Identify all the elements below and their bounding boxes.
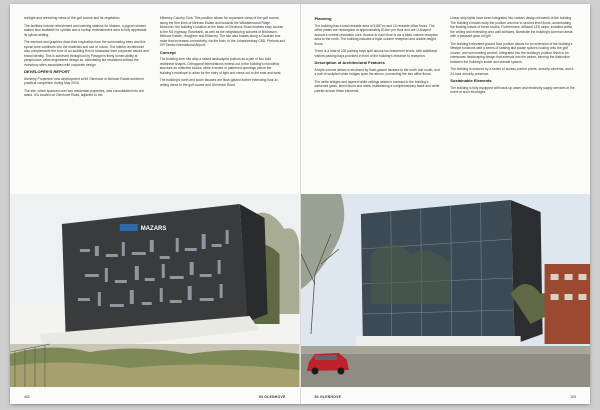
body-paragraph: The building's north and south facades are flush-glazed further extending floor-to-ceiling views to the golf course and Glenhove Road. bbox=[159, 78, 279, 87]
body-paragraph: The building is secured by a series of access-control points, security cameras, and a 24-hour security presence. bbox=[450, 67, 574, 76]
building-entrance-photo-illustration bbox=[301, 194, 591, 387]
right-section-label: 54 GLENHOVE bbox=[314, 395, 342, 399]
right-page-number: 103 bbox=[570, 395, 576, 399]
building-entrance-photo bbox=[301, 194, 591, 387]
section-heading: Description of Architectural Features bbox=[314, 60, 385, 65]
section-heading: Planning bbox=[314, 16, 332, 21]
body-paragraph: Linear strip lights have been integrated into various design elements of the building. The building's blocks wrap the podium and rise to second level floors, accentuating the floating nature of these blocks. Furthermore, diffused LED strips, installed within the ceiling and extending onto wall surfaces, illuminate the building's common areas with a pleasant glow of light. bbox=[450, 16, 573, 38]
body-paragraph: There is a total of 226 parking bays split across two basement levels, with additional visitors parking bays provided in front of the building's entrance to reception. bbox=[314, 49, 437, 58]
left-text-columns bbox=[24, 16, 286, 101]
body-paragraph: The interiors and graphics draw their inspiration from the surrounding trees and this sylvan tone continues into the materials and use of colour. The interior architecture also complements the tone of an auditing firm to showcase their corporate values and brand identity. This is achieved throughout by Paragon's finely honed ability at perspicuous value-engineered design so, stimulating but restrained without the monotony often associated with corporate design. bbox=[24, 40, 149, 67]
body-paragraph: The building's elevated ground floor podium allows for an extension of the building's lifestyle functions with a series of seating and pause spaces looking onto the golf course, and surrounding context. Integrated into the building's podium finish is an interwoven landscaping design that extends into the atrium, blurring the distinction between the building's inside and outside spaces. bbox=[450, 41, 573, 64]
left-column-2 bbox=[160, 16, 286, 101]
body-paragraph: Alchemy Properties' new development at 54 Glenhove in Melrose Estate achieved practical completion during May 2018. bbox=[24, 76, 144, 85]
left-page bbox=[10, 4, 301, 404]
left-footer bbox=[24, 395, 286, 399]
body-paragraph: The white bridges and layered white ceilings assist in contrast to the building's darkened glass, timed floors and walls, establishing a complementary black and white palette across these elements. bbox=[314, 79, 440, 93]
body-paragraph: sunlight and refreshing views of the golf course and its vegetation. bbox=[24, 16, 121, 20]
section-heading: Concept bbox=[159, 49, 176, 55]
body-paragraph: The facilities include refreshment and catering stations for Makers, a pigeon shower station also available for cyclists and a rooftop entertainment area to fully appreciate its sylvan setting. bbox=[24, 23, 147, 37]
body-paragraph: A triple-volume atrium is enclosed by flush-glazed facades to the north and south, and a pair of sculpted white bridges span the atrium, connecting the two office floors. bbox=[314, 67, 440, 76]
right-text-columns bbox=[315, 16, 577, 98]
section-heading: Sustainable Elements bbox=[450, 78, 492, 83]
right-column-2 bbox=[450, 16, 576, 98]
section-heading: DEVELOPER'S REPORT bbox=[24, 69, 70, 74]
body-paragraph: The building form sits atop a raised landscaped podium as a pair of two bold rectilinear shapes. Orthogonal fenestrations extend out of the building's monolithic structure as reflective blocks, while a series of patterned openings pierce the building's envelope to allow for the entry of light and views out to the east and west. bbox=[159, 57, 282, 75]
body-paragraph: The building is fully equipped with back-up water and electricity supply services in the event of such shortages. bbox=[450, 85, 575, 94]
right-page bbox=[301, 4, 591, 404]
signage-text: MAZARS bbox=[140, 225, 167, 233]
left-section-label: 54 GLENHOVE bbox=[258, 395, 286, 399]
left-page-number: 402 bbox=[24, 395, 30, 399]
left-column-1 bbox=[24, 16, 150, 101]
building-photo bbox=[10, 194, 300, 387]
body-paragraph: The site, which spanned over two residential properties, was consolidated into one stand. It is located on Glenhove Road, adjacent to the bbox=[24, 88, 145, 97]
body-paragraph: Killarney Country Club. This position allows for expansive views of the golf course, along the tree lines of Melrose Estate and towards the Witwatersrand Ridge. Moreover, the building's location at the base of Glenhove Road enables easy access to the M1 highway, Rosebank, as well as the neighbouring suburbs of Birdhaven, Melrose Estate, Houghton and Killarney. The site also boasts along a Gautrain bus route that increases connectivity, via the train, to the Johannesburg CBD, Pretoria and OR Tambo International Airport. bbox=[159, 16, 286, 47]
right-footer bbox=[315, 395, 577, 399]
body-paragraph: The building has a total rentable area of 5,887m² and 10 rentable office floors. The office plates are rectangular at approximately 610m² per floor and are U-shaped around a central circulation core. Access to each floor is via a triple-volume reception area to the north. The building includes a triple-volume reception and double-height floors. bbox=[314, 23, 439, 46]
right-column-1 bbox=[315, 16, 441, 98]
building-photo-illustration bbox=[10, 194, 300, 387]
magazine-spread bbox=[10, 4, 590, 404]
